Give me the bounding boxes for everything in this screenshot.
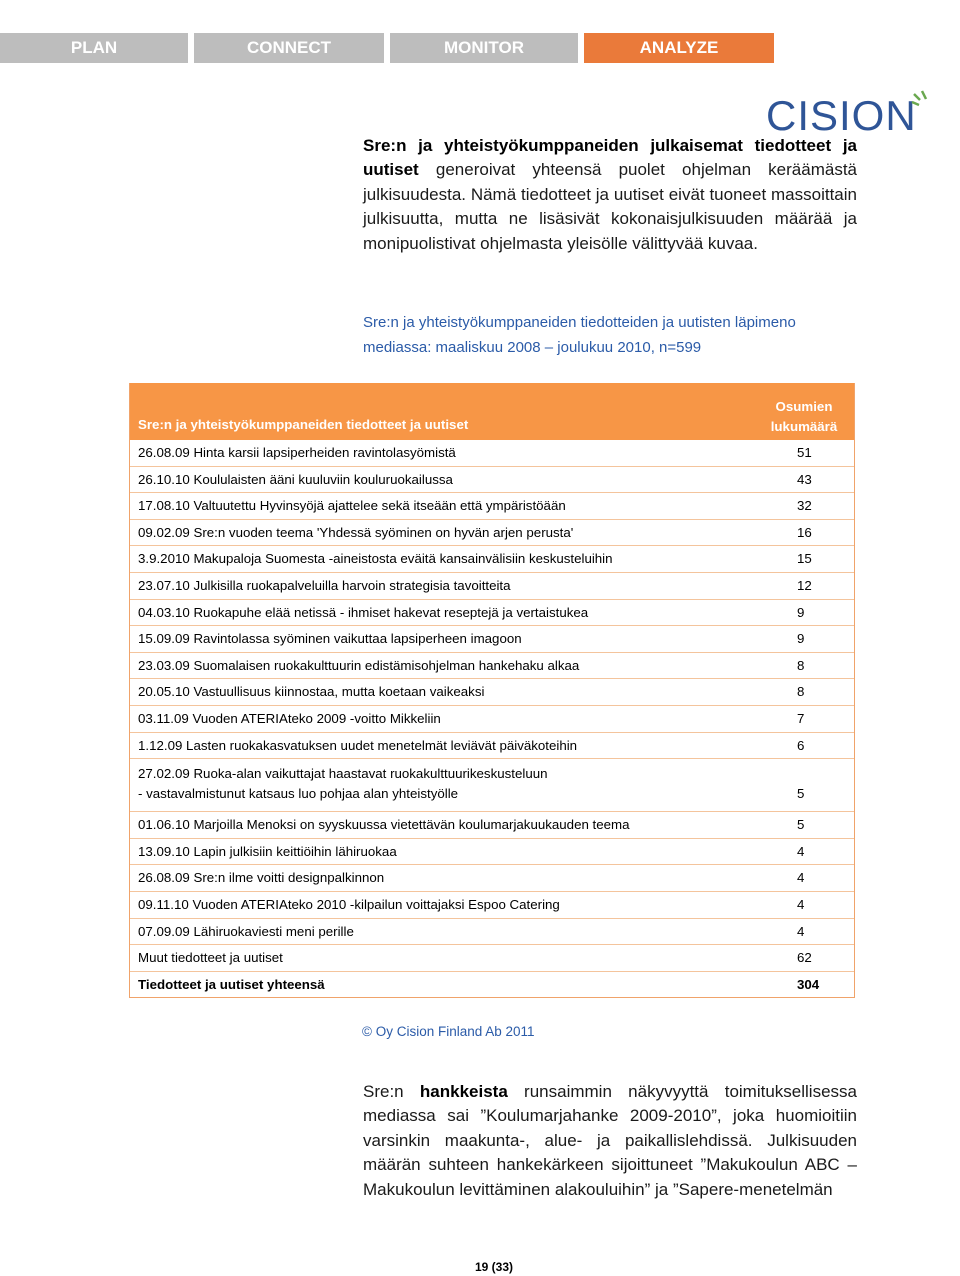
row-count: 6 (797, 737, 805, 753)
table-row (130, 759, 854, 812)
tab-analyze[interactable]: ANALYZE (584, 33, 774, 63)
outro-paragraph (363, 1080, 857, 1202)
intro-bold: Sre:n ja yhteistyökumppaneiden julkaisemat tiedotteet ja uutiset (363, 136, 857, 180)
row-title: 09.02.09 Sre:n vuoden teema 'Yhdessä syöminen on hyvän arjen perusta' (138, 524, 574, 540)
table-row (130, 546, 854, 573)
table-row (130, 493, 854, 520)
row-count: 7 (797, 710, 805, 726)
col-header-count-line2: lukumäärä (770, 419, 838, 434)
table-row (130, 600, 854, 627)
cision-logo-text: CISION (766, 92, 917, 134)
table-row (130, 865, 854, 892)
intro-rest: generoivat yhteensä puolet ohjelman keräämästä julkisuudesta. Nämä tiedotteet ja uutiset eivät tuoneet massoittain julkisuutta, mutta ne lisäsivät kokonaisjulkisuuden määrää ja monipuolistivat ohjelmasta yleisölle välittyvää kuvaa. (363, 160, 857, 253)
col-header-count (760, 397, 848, 437)
row-title: 09.11.10 Vuoden ATERIAteko 2010 -kilpailun voittajaksi Espoo Catering (138, 896, 560, 912)
table-row (130, 706, 854, 733)
table-row (130, 945, 854, 972)
col-header-count-line1: Osumien (775, 399, 833, 414)
row-title: 13.09.10 Lapin julkisiin keittiöihin lähiruokaa (138, 843, 397, 859)
page-number: 19 (33) (474, 1260, 514, 1274)
row-count: 4 (797, 870, 805, 886)
copyright-notice: © Oy Cision Finland Ab 2011 (362, 1024, 535, 1039)
row-title: 07.09.09 Lähiruokaviesti meni perille (138, 923, 354, 939)
row-title: 03.11.09 Vuoden ATERIAteko 2009 -voitto Mikkeliin (138, 710, 441, 726)
row-count: 8 (797, 684, 805, 700)
row-count: 12 (797, 577, 812, 593)
row-count: 5 (797, 786, 805, 802)
row-title (138, 764, 548, 804)
row-count: 5 (797, 817, 805, 833)
row-count: 9 (797, 631, 805, 647)
caption-line-2: mediassa: maaliskuu 2008 – joulukuu 2010, n=599 (363, 338, 702, 356)
row-title: 26.10.10 Koululaisten ääni kuuluviin kouluruokailussa (138, 471, 453, 487)
table-row (130, 573, 854, 600)
top-navigation (0, 33, 960, 63)
row-title: Muut tiedotteet ja uutiset (138, 950, 283, 966)
row-count: 4 (797, 896, 805, 912)
row-title: 20.05.10 Vastuullisuus kiinnostaa, mutta koetaan vaikeaksi (138, 684, 485, 700)
table-row (130, 520, 854, 547)
intro-paragraph (363, 134, 857, 256)
tab-monitor[interactable]: MONITOR (390, 33, 578, 63)
row-title: 23.03.09 Suomalaisen ruokakulttuurin edistämisohjelman hankehaku alkaa (138, 657, 580, 673)
row-count: 51 (797, 445, 812, 460)
table-row (130, 892, 854, 919)
outro-bold: hankkeista (419, 1082, 508, 1101)
row-count: 16 (797, 524, 812, 540)
row-title: 04.03.10 Ruokapuhe elää netissä - ihmiset hakevat reseptejä ja vertaistukea (138, 604, 589, 620)
outro-rest: runsaimmin näkyvyyttä toimituksellisessa mediassa sai ”Koulumarjahanke 2009-2010”, joka huomioitiin varsinkin maakunta-, alue- ja paikallislehdissä. Julkisuuden määrän suhteen hankekärkeen sijoittuneet ”Makukoulun ABC – Makukoulun levittäminen alakouluihin” ja ”Sapere-menetelmän (363, 1082, 857, 1199)
row-title: 26.08.09 Hinta karsii lapsiperheiden ravintolasyömistä (138, 445, 456, 460)
row-count: 43 (797, 471, 812, 487)
row-count: 4 (797, 923, 805, 939)
tab-plan[interactable]: PLAN (0, 33, 188, 63)
row-title: 1.12.09 Lasten ruokakasvatuksen uudet menetelmät leviävät päiväkoteihin (138, 737, 578, 753)
row-title: 01.06.10 Marjoilla Menoksi on syyskuussa vietettävän koulumarjakuukauden teema (138, 817, 630, 833)
table-row (130, 440, 854, 467)
table-row (130, 812, 854, 839)
table-row (130, 626, 854, 653)
row-count: 9 (797, 604, 805, 620)
row-title: 17.08.10 Valtuutettu Hyvinsyöjä ajattelee sekä itseään että ympäristöään (138, 498, 566, 514)
row-count: 62 (797, 950, 812, 966)
row-count: 15 (797, 551, 812, 567)
total-title: Tiedotteet ja uutiset yhteensä (138, 976, 325, 992)
table-row (130, 679, 854, 706)
row-title: 3.9.2010 Makupaloja Suomesta -aineistosta eväitä kansainvälisiin keskusteluihin (138, 551, 613, 567)
row-title: 15.09.09 Ravintolassa syöminen vaikuttaa lapsiperheen imagoon (138, 631, 522, 647)
total-count: 304 (797, 976, 820, 992)
cision-logo (766, 90, 934, 134)
row-title-line1: 27.02.09 Ruoka-alan vaikuttajat haastavat ruokakulttuurikeskusteluun (138, 766, 548, 782)
row-count: 4 (797, 843, 805, 859)
table-row (130, 467, 854, 494)
row-count: 8 (797, 657, 805, 673)
table-row (130, 919, 854, 946)
caption-line-1: Sre:n ja yhteistyökumppaneiden tiedotteiden ja uutisten läpimeno (363, 314, 796, 331)
tab-connect[interactable]: CONNECT (194, 33, 384, 63)
press-release-table (129, 383, 855, 998)
table-header (130, 383, 854, 440)
row-count: 32 (797, 498, 812, 514)
row-title-line2: - vastavalmistunut katsaus luo pohjaa alan yhteistyölle (138, 786, 459, 802)
table-caption (363, 311, 883, 360)
table-row (130, 653, 854, 680)
outro-pre: Sre:n (363, 1082, 420, 1101)
table-row (130, 733, 854, 760)
table-total-row (130, 972, 854, 998)
row-title: 26.08.09 Sre:n ilme voitti designpalkinnon (138, 870, 385, 886)
row-title: 23.07.10 Julkisilla ruokapalveluilla harvoin strategisia tavoitteita (138, 577, 511, 593)
col-header-title: Sre:n ja yhteistyökumppaneiden tiedotteet ja uutiset (138, 417, 469, 432)
table-row (130, 839, 854, 866)
